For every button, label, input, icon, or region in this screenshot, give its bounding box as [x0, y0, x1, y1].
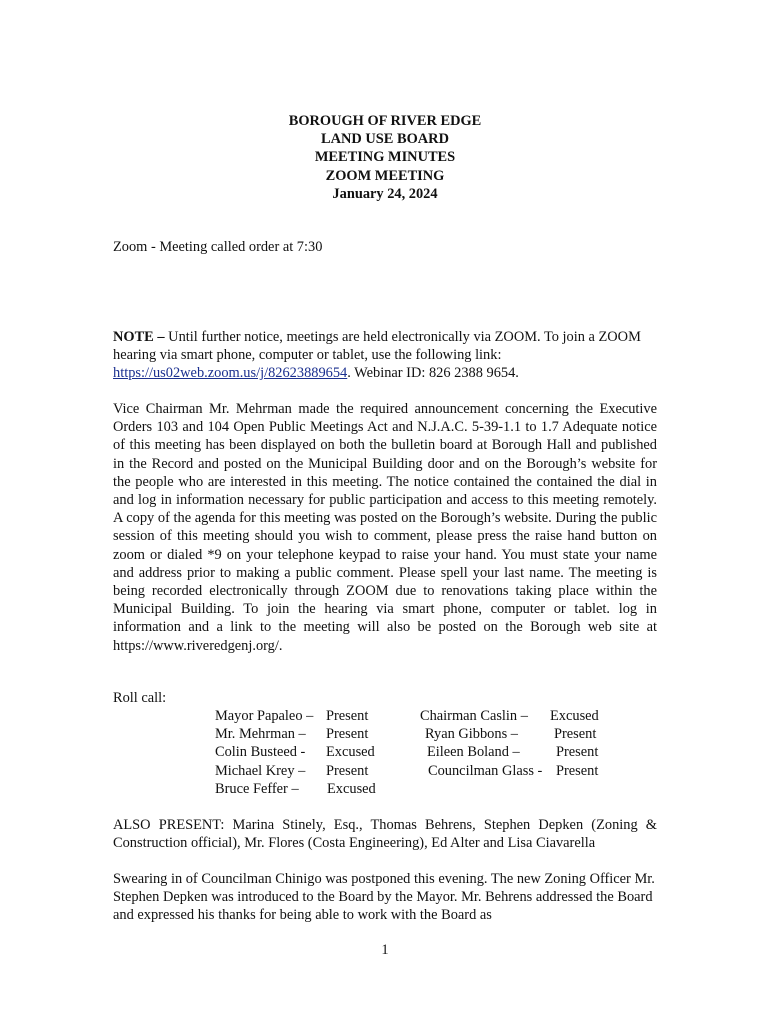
header-date: January 24, 2024 [332, 185, 438, 202]
roll-call-row [215, 762, 635, 780]
member-name: Ryan Gibbons – [425, 726, 518, 743]
member-status: Present [326, 726, 369, 743]
call-to-order: Zoom - Meeting called order at 7:30 [113, 239, 323, 255]
webinar-id: . Webinar ID: 826 2388 9654. [347, 365, 519, 382]
member-name: Bruce Feffer – [215, 780, 299, 797]
member-status: Present [554, 726, 597, 743]
note-paragraph [113, 328, 657, 383]
member-status: Present [556, 762, 599, 779]
swearing-in-paragraph: Swearing in of Councilman Chinigo was postponed this evening. The new Zoning Officer Mr. Stephen Depken was introduced to the Board by the Mayor. Mr. Behrens addressed the Board and expressed his thanks for being able to work with the Board as [113, 871, 655, 924]
member-status: Present [326, 762, 369, 779]
member-status: Excused [326, 744, 375, 761]
note-text: Until further notice, meetings are held electronically via ZOOM. To join a ZOOM hearing via smart phone, computer or tablet, use the following link: [113, 329, 641, 364]
member-name: Mr. Mehrman – [215, 726, 306, 743]
member-status: Excused [327, 780, 376, 797]
roll-call-label: Roll call: [113, 690, 167, 706]
announcement-paragraph: Vice Chairman Mr. Mehrman made the required announcement concerning the Executive Orders 103 and 104 Open Public Meetings Act and N.J.A.C. 5-39-1.1 to 1.7 Adequate notice of this meeting has been displayed on both the bulletin board at Borough Hall and published in the Record and posted on the Municipal Building door and on the Borough’s website for the people who are interested in this meeting. The notice contained the contained the dial in and log in information necessary for public participation and access to this meeting remotely. A copy of the agenda for this meeting was posted on the Borough’s website. During the public session of this meeting should you wish to comment, please press the raise hand button on zoom or dialed *9 on your telephone keypad to raise your hand. You must state your name and address prior to making a public comment. Please spell your last name. The meeting is being recorded electronically through ZOOM due to renovations taking place within the Municipal Building. To join the hearing via smart phone, computer or tablet. log in information and a link to the meeting will also be posted on the Borough web site at https://www.riveredgenj.org/. [113, 401, 657, 654]
member-status: Present [326, 708, 369, 724]
header-meeting-type: ZOOM MEETING [325, 167, 445, 184]
member-name: Mayor Papaleo – [215, 708, 314, 724]
header-minutes: MEETING MINUTES [314, 149, 456, 166]
member-status: Excused [550, 708, 599, 724]
header-borough: BOROUGH OF RIVER EDGE [288, 113, 482, 129]
document-header [113, 112, 657, 203]
member-name: Chairman Caslin – [420, 708, 528, 724]
roll-call-row [215, 725, 635, 743]
roll-call-row [215, 743, 635, 761]
header-board: LAND USE BOARD [321, 131, 449, 148]
also-present-paragraph: ALSO PRESENT: Marina Stinely, Esq., Thomas Behrens, Stephen Depken (Zoning & Construction official), Mr. Flores (Costa Engineering), Ed Alter and Lisa Ciavarella [113, 817, 657, 852]
member-name: Eileen Boland – [427, 744, 520, 761]
member-name: Councilman Glass - [428, 762, 543, 779]
note-label: NOTE – [113, 329, 165, 345]
zoom-link[interactable]: https://us02web.zoom.us/j/82623889654 [113, 365, 348, 382]
member-name: Colin Busteed - [215, 744, 306, 761]
page-number: 1 [381, 942, 389, 958]
member-name: Michael Krey – [215, 762, 306, 779]
roll-call-list [215, 707, 635, 798]
roll-call-row [215, 707, 635, 725]
roll-call-row [215, 780, 635, 798]
member-status: Present [556, 744, 599, 761]
